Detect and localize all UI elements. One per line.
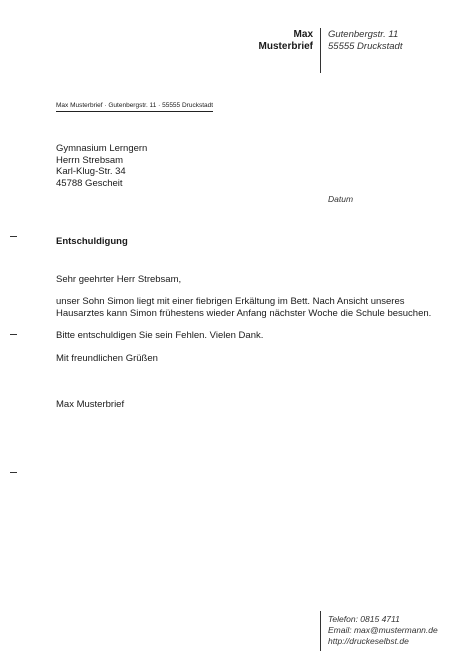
salutation: Sehr geehrter Herr Strebsam,: [56, 274, 182, 285]
date-field: Datum: [328, 194, 354, 204]
paragraph-apology: Bitte entschuldigen Sie sein Fehlen. Vielen Dank.: [56, 330, 264, 341]
recipient-address: [56, 143, 147, 189]
sender-first-name: Max: [293, 29, 313, 40]
footer-email: Email: max@mustermann.de: [328, 625, 438, 635]
paragraph-main: [56, 296, 431, 319]
recipient-line: 45788 Gescheit: [56, 177, 123, 189]
footer-divider: [320, 611, 321, 651]
fold-mark-bottom: [10, 472, 17, 473]
header-divider: [320, 28, 321, 73]
paragraph-line: unser Sohn Simon liegt mit einer fiebrigen Erkältung im Bett. Nach Ansicht unseres: [56, 296, 405, 307]
sender-last-name: Musterbrief: [258, 41, 313, 52]
signature: Max Musterbrief: [56, 399, 125, 410]
sender-street: Gutenbergstr. 11: [328, 29, 399, 40]
footer-phone: Telefon: 0815 4711: [328, 614, 400, 624]
closing: Mit freundlichen Grüßen: [56, 353, 158, 364]
paragraph-line: Hausarztes kann Simon frühestens wieder Anfang nächster Woche die Schule besuchen.: [56, 307, 432, 319]
letter-subject: Entschuldigung: [56, 236, 128, 247]
footer-web: http://druckeselbst.de: [328, 636, 409, 646]
sender-city: 55555 Druckstadt: [328, 41, 403, 52]
sender-name: [259, 29, 313, 53]
punch-mark: [10, 334, 17, 335]
return-address-line: Max Musterbrief · Gutenbergstr. 11 · 55555 Druckstadt: [56, 102, 213, 112]
recipient-line: Gymnasium Lerngern: [56, 143, 148, 154]
footer-contact: [328, 614, 438, 647]
recipient-line: Karl-Klug-Str. 34: [56, 166, 126, 177]
fold-mark-top: [10, 236, 17, 237]
recipient-line: Herrn Strebsam: [56, 154, 124, 166]
sender-address: [328, 29, 402, 53]
